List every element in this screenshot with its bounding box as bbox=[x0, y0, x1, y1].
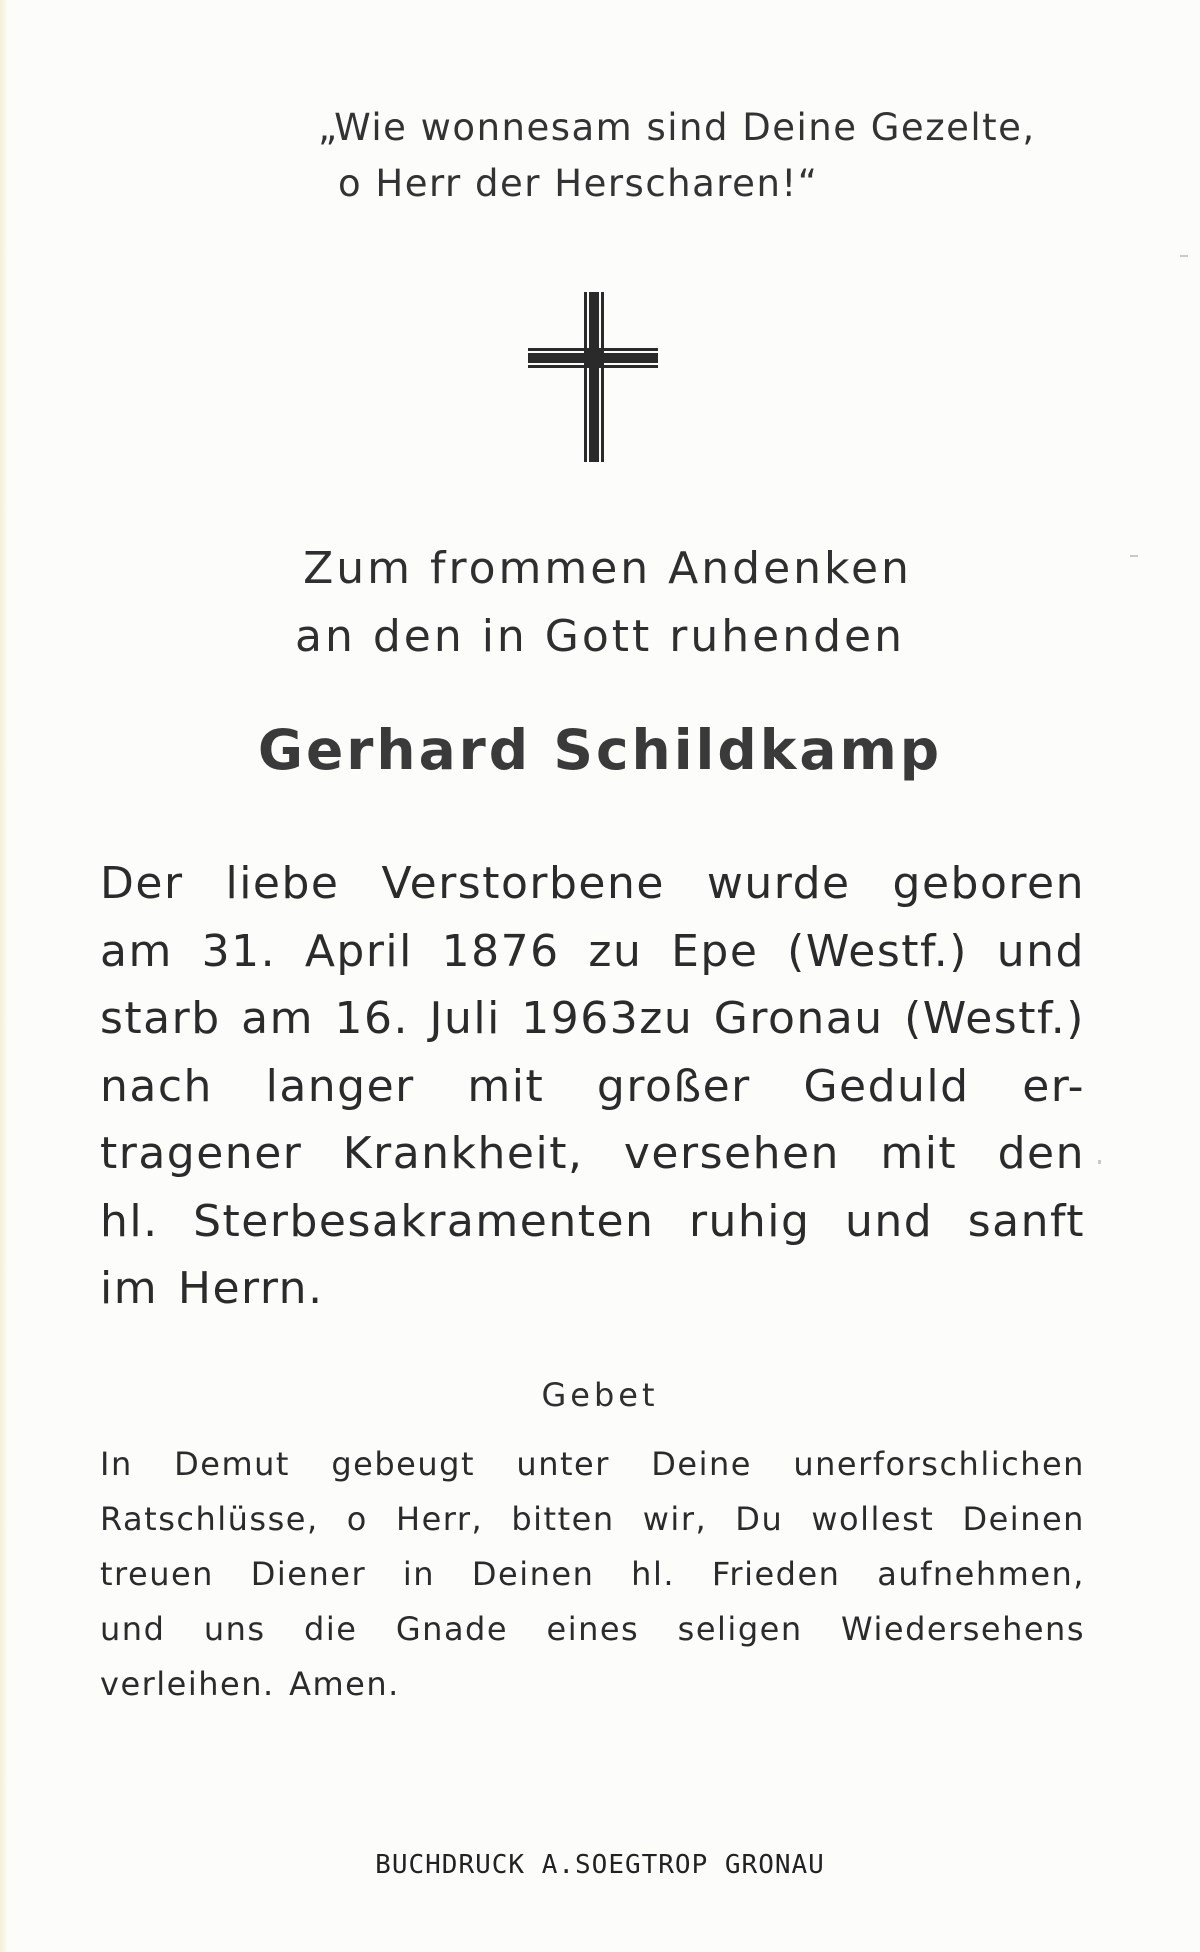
deceased-name: Gerhard Schildkamp bbox=[257, 718, 943, 782]
prayer-word: Diener bbox=[250, 1555, 367, 1593]
bio-word: (Westf.) bbox=[904, 993, 1085, 1044]
prayer-line-2 bbox=[100, 1492, 1085, 1547]
prayer-word: Du bbox=[735, 1500, 784, 1538]
bio-line-4 bbox=[100, 1053, 1085, 1121]
bio-word: hl. bbox=[100, 1195, 159, 1247]
prayer-word: aufnehmen, bbox=[877, 1555, 1085, 1593]
printer-imprint: BUCHDRUCK A.SOEGTROP GRONAU bbox=[375, 1850, 825, 1880]
bio-word: Krankheit, bbox=[342, 1128, 584, 1179]
intro-line-1: Zum frommen Andenken bbox=[303, 543, 912, 594]
bio-word: ruhig bbox=[688, 1195, 811, 1247]
prayer-word: Ratschlüsse, bbox=[100, 1500, 319, 1538]
paper-edge-tint bbox=[0, 0, 8, 1952]
bio-word: Juli bbox=[429, 993, 501, 1044]
prayer-word: hl. bbox=[631, 1555, 676, 1593]
psalm-quote bbox=[318, 100, 1118, 212]
bio-word: Herrn. bbox=[177, 1263, 324, 1314]
prayer-title: Gebet bbox=[541, 1376, 659, 1414]
prayer-word: in bbox=[402, 1555, 436, 1593]
prayer-word: uns bbox=[203, 1610, 266, 1648]
bio-word: 1876 bbox=[441, 925, 560, 977]
prayer-word: gebeugt bbox=[331, 1445, 475, 1483]
bio-word: Epe bbox=[671, 925, 759, 977]
prayer-word: o bbox=[346, 1500, 368, 1538]
prayer-word: und bbox=[100, 1610, 166, 1648]
bio-word: Der bbox=[100, 858, 184, 909]
bio-word: mit bbox=[880, 1128, 958, 1179]
quote-line-2: o Herr der Herscharen!“ bbox=[338, 162, 819, 205]
bio-word: am bbox=[100, 925, 173, 977]
prayer-word: verleihen. bbox=[100, 1665, 275, 1703]
bio-line-7 bbox=[100, 1255, 1085, 1323]
bio-line-2 bbox=[100, 918, 1085, 986]
bio-word: versehen bbox=[623, 1128, 840, 1179]
bio-word: er- bbox=[1022, 1060, 1085, 1112]
quote-line-1: „Wie wonnesam sind Deine Gezelte, bbox=[318, 106, 1036, 149]
prayer-word: Amen. bbox=[289, 1665, 400, 1703]
memorial-intro bbox=[0, 535, 1200, 671]
prayer-word: Wiedersehens bbox=[841, 1610, 1085, 1648]
bio-word: 16. bbox=[334, 993, 409, 1044]
prayer-word: unerforschlichen bbox=[793, 1445, 1085, 1483]
paper-speck bbox=[1130, 555, 1138, 557]
bio-word: am bbox=[241, 993, 314, 1044]
bio-line-6 bbox=[100, 1188, 1085, 1256]
prayer-paragraph bbox=[100, 1437, 1085, 1712]
prayer-word: unter bbox=[516, 1445, 610, 1483]
prayer-word: bitten bbox=[511, 1500, 615, 1538]
prayer-word: seligen bbox=[677, 1610, 803, 1648]
prayer-line-3 bbox=[100, 1547, 1085, 1602]
prayer-word: wir, bbox=[642, 1500, 708, 1538]
paper-speck bbox=[1180, 255, 1188, 257]
prayer-word: Deinen bbox=[962, 1500, 1085, 1538]
prayer-word: Frieden bbox=[711, 1555, 841, 1593]
bio-word: mit bbox=[467, 1060, 545, 1112]
prayer-word: Deine bbox=[651, 1445, 752, 1483]
prayer-word: die bbox=[304, 1610, 358, 1648]
bio-word: großer bbox=[596, 1060, 751, 1112]
prayer-word: Demut bbox=[174, 1445, 290, 1483]
bio-line-1 bbox=[100, 850, 1085, 918]
bio-word: Geduld bbox=[803, 1060, 970, 1112]
bio-word: Gronau bbox=[713, 993, 884, 1044]
bio-word: 1963zu bbox=[521, 993, 694, 1044]
latin-cross-icon bbox=[528, 292, 658, 462]
bio-word: langer bbox=[265, 1060, 415, 1112]
bio-word: den bbox=[997, 1128, 1085, 1179]
prayer-word: treuen bbox=[100, 1555, 214, 1593]
prayer-word: Herr, bbox=[396, 1500, 484, 1538]
bio-word: liebe bbox=[225, 858, 340, 909]
prayer-word: Deinen bbox=[471, 1555, 595, 1593]
bio-word: und bbox=[996, 925, 1085, 977]
bio-word: Verstorbene bbox=[381, 858, 665, 909]
bio-word: (Westf.) bbox=[787, 925, 968, 977]
bio-word: sanft bbox=[967, 1195, 1085, 1247]
bio-word: Sterbesakramenten bbox=[193, 1195, 655, 1247]
bio-word: tragener bbox=[100, 1128, 303, 1179]
bio-word: im bbox=[100, 1263, 159, 1314]
prayer-word: In bbox=[100, 1445, 133, 1483]
bio-word: und bbox=[844, 1195, 934, 1247]
bio-word: April bbox=[304, 925, 413, 977]
biography-paragraph bbox=[100, 850, 1085, 1323]
bio-word: starb bbox=[100, 993, 221, 1044]
bio-word: wurde bbox=[706, 858, 851, 909]
prayer-line-1 bbox=[100, 1437, 1085, 1492]
bio-line-5 bbox=[100, 1120, 1085, 1188]
bio-word: 31. bbox=[201, 925, 277, 977]
prayer-word: wollest bbox=[811, 1500, 935, 1538]
paper-speck bbox=[1098, 1160, 1101, 1164]
prayer-line-5 bbox=[100, 1657, 1085, 1712]
prayer-word: Gnade bbox=[395, 1610, 509, 1648]
bio-word: zu bbox=[588, 925, 643, 977]
intro-line-2: an den in Gott ruhenden bbox=[294, 611, 906, 662]
bio-line-3 bbox=[100, 985, 1085, 1053]
prayer-line-4 bbox=[100, 1602, 1085, 1657]
prayer-word: eines bbox=[546, 1610, 640, 1648]
bio-word: nach bbox=[100, 1060, 213, 1112]
bio-word: geboren bbox=[892, 858, 1085, 909]
